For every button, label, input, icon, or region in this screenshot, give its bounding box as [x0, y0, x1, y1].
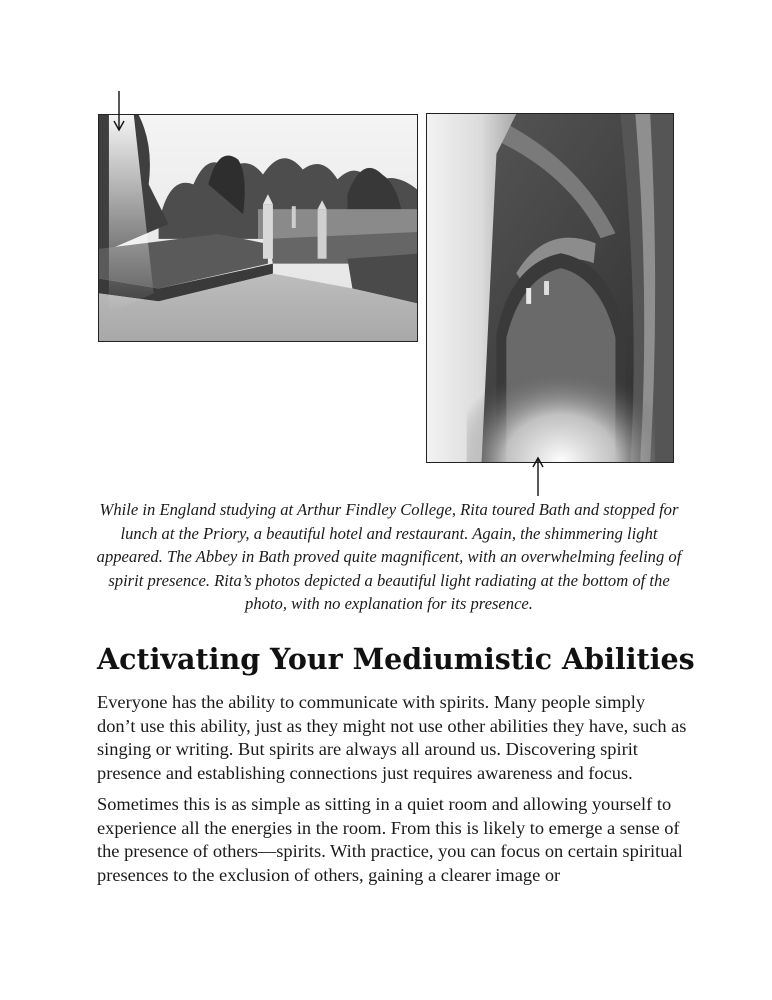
arrow-up-icon	[530, 456, 546, 496]
garden-photo-illustration	[99, 115, 417, 341]
garden-photo	[98, 114, 418, 342]
abbey-photo-illustration	[427, 114, 673, 462]
arrow-down-icon	[111, 91, 127, 133]
section-heading: Activating Your Mediumistic Abilities	[97, 642, 695, 676]
abbey-photo	[426, 113, 674, 463]
body-paragraph-2: Sometimes this is as simple as sitting in a quiet room and allowing yourself to experience all the energies in the room. From this is likely to emerge a sense of the presence of others—spirits. With practice, you can focus on certain spiritual presences to the exclusion of others, gaining a clearer image or	[97, 794, 683, 885]
photo-caption: While in England studying at Arthur Findley College, Rita toured Bath and stopped for lunch at the Priory, a beautiful hotel and restaurant. Again, the shimmering light appeared. The Abbey in Bath proved quite magnificent, with an overwhelming feeling of spirit presence. Rita’s photos depicted a beautiful light radiating at the bottom of the photo, with no explanation for its presence.	[96, 500, 682, 613]
body-paragraph-1: Everyone has the ability to communicate with spirits. Many people simply don’t use this ability, just as they might not use other abilities they have, such as singing or writing. But spirits are always all around us. Discovering spirit presence and establishing connections just requires awareness and focus.	[97, 692, 687, 783]
